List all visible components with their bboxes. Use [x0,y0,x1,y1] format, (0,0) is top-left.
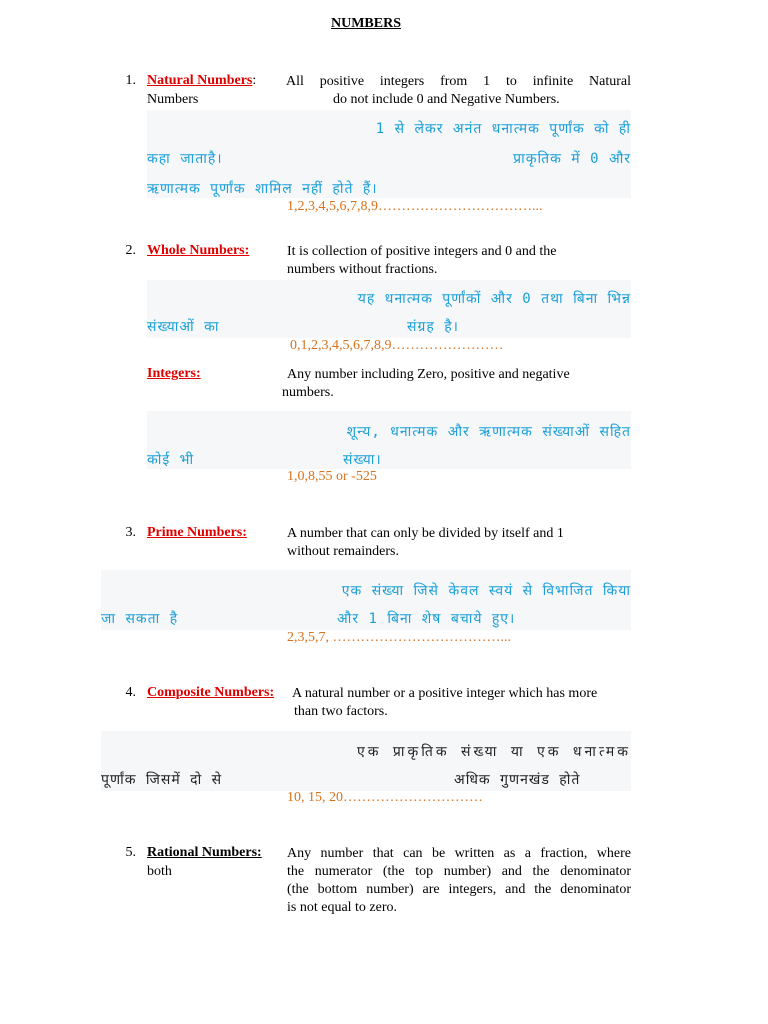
term-natural-numbers [147,73,256,89]
page-title: NUMBERS [330,16,401,31]
hindi-text-line: संख्या। [343,452,382,468]
term-label: Rational Numbers: [147,845,262,860]
list-number: 3. [125,525,136,540]
example-values: 1,2,3,4,5,6,7,8,9……………………………... [287,199,543,214]
hindi-text-line: ऋणात्मक पूर्णांक शामिल नहीं होते हैं। [147,181,378,197]
hindi-translation-box [101,570,631,630]
example-values: 0,1,2,3,4,5,6,7,8,9…………………… [290,338,504,353]
term-label: Whole Numbers: [147,243,250,258]
hindi-text-line: अधिक गुणनखंड होते [454,772,581,788]
definition-prefix: Numbers [147,92,199,107]
list-number: 2. [125,243,136,258]
hindi-translation-box [147,280,631,338]
term-prime-numbers [147,525,247,541]
hindi-translation-box [101,731,631,791]
hindi-text-line: संख्याओं का [147,319,220,335]
hindi-text-line: पूर्णांक जिसमें दो से [101,772,223,788]
example-values: 1,0,8,55 or -525 [287,469,377,484]
term-colon: : [252,73,257,88]
hindi-text-line: और 1 बिना शेष बचाये हुए। [337,611,516,627]
example-values: 10, 15, 20………………………… [287,790,483,805]
term-label: Prime Numbers: [147,525,247,540]
definition-line: do not include 0 and Negative Numbers. [333,92,560,107]
term-label: Integers: [147,366,201,381]
hindi-text-line: कोई भी [147,452,195,468]
hindi-text-line: कहा जाताहै। [147,151,223,167]
definition-line: Any number that can be written as a fraction, where [287,846,631,861]
term-integers [147,366,201,382]
definition-line: numbers without fractions. [287,262,438,277]
definition-line: without remainders. [287,544,399,559]
definition-line: It is collection of positive integers and 0 and the [287,244,557,259]
definition-line: is not equal to zero. [287,900,398,915]
example-values: 2,3,5,7, ………………………………... [287,630,511,645]
definition-line: numbers. [282,385,334,400]
definition-line: All positive integers from 1 to infinite Natural [286,74,631,89]
hindi-translation-box [147,411,631,469]
term-composite-numbers [147,685,274,701]
definition-line: than two factors. [294,704,388,719]
list-number: 4. [125,685,136,700]
term-whole-numbers [147,243,249,259]
definition-prefix: both [147,864,172,879]
definition-line: the numerator (the top number) and the denominator [287,864,631,879]
hindi-text-line: एक संख्या जिसे केवल स्वयं से विभाजित किया [341,583,631,599]
term-label: Composite Numbers: [147,685,275,700]
definition-line: Any number including Zero, positive and negative [287,367,570,382]
definition-line: A natural number or a positive integer which has more [292,686,598,701]
term-rational-numbers [147,845,262,861]
hindi-text-line: प्राकृतिक में 0 और [513,151,631,167]
hindi-translation-box [147,110,631,198]
definition-line: A number that can only be divided by itself and 1 [287,526,564,541]
hindi-text-line: संग्रह है। [407,319,459,335]
hindi-text-line: एक प्राकृतिक संख्या या एक धनात्मक [356,744,631,760]
hindi-text-line: जा सकता है [101,611,179,627]
hindi-text-line: 1 से लेकर अनंत धनात्मक पूर्णांक को ही [375,121,631,137]
list-number: 1. [125,73,136,88]
hindi-text-line: यह धनात्मक पूर्णांकों और 0 तथा बिना भिन्न [357,291,631,307]
hindi-text-line: शून्य, धनात्मक और ऋणात्मक संख्याओं सहित [346,424,631,440]
term-label: Natural Numbers [147,73,253,88]
definition-line: (the bottom number) are integers, and the denominator [287,882,631,897]
list-number: 5. [125,845,136,860]
